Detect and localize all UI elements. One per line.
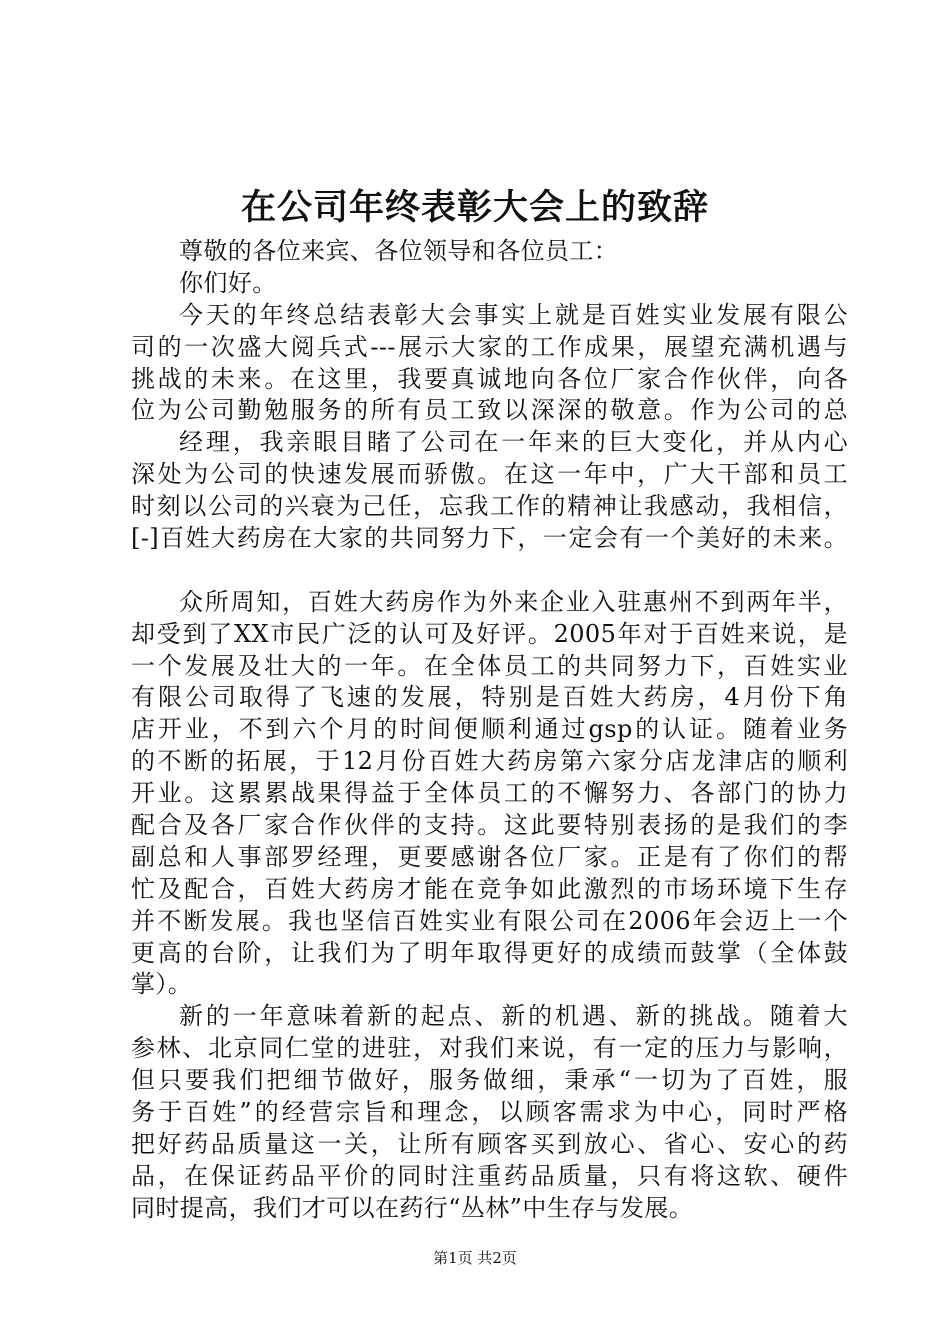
paragraph-line: 挑战的未来。在这里，我要真诚地向各位厂家合作伙伴，向各 <box>131 364 848 393</box>
paragraph-gap <box>131 555 848 587</box>
paragraph-line: 品，在保证药品平价的同时注重药品质量，只有将这软、硬件 <box>131 1161 848 1190</box>
paragraph-line: 你们好。 <box>179 268 277 297</box>
paragraph-line: 众所周知，百姓大药房作为外来企业入驻惠州不到两年半， <box>179 587 848 616</box>
document-title: 在公司年终表彰大会上的致辞 <box>240 187 709 228</box>
paragraph-line: 副总和人事部罗经理，更要感谢各位厂家。正是有了你们的帮 <box>131 842 848 871</box>
paragraph-line: 今天的年终总结表彰大会事实上就是百姓实业发展有限公 <box>179 300 848 329</box>
paragraph-line: 的不断的拓展，于12月份百姓大药房第六家分店龙津店的顺利 <box>131 747 848 776</box>
paragraph-line: 配合及各厂家合作伙伴的支持。这此要特别表扬的是我们的李 <box>131 811 848 840</box>
paragraph-line: 把好药品质量这一关，让所有顾客买到放心、省心、安心的药 <box>131 1129 848 1158</box>
paragraph-line: 务于百姓”的经营宗旨和理念，以顾客需求为中心，同时严格 <box>131 1098 848 1127</box>
paragraph-line: 并不断发展。我也坚信百姓实业有限公司在2006年会迈上一个 <box>131 906 848 935</box>
paragraph-line: 掌）。 <box>131 970 193 999</box>
paragraph-line: 经理，我亲眼目睹了公司在一年来的巨大变化，并从内心 <box>179 428 848 457</box>
document-body <box>131 236 848 1225</box>
paragraph-line: [-]百姓大药房在大家的共同努力下，一定会有一个美好的未来。 <box>131 524 848 553</box>
paragraph-line: 店开业，不到六个月的时间便顺利通过gsp的认证。随着业务 <box>131 715 848 744</box>
paragraph-line: 却受到了XX市民广泛的认可及好评。2005年对于百姓来说，是 <box>131 619 848 648</box>
paragraph-line: 一个发展及壮大的一年。在全体员工的共同努力下，百姓实业 <box>131 651 848 680</box>
paragraph-line: 有限公司取得了飞速的发展，特别是百姓大药房，4月份下角 <box>131 683 848 712</box>
page-footer: 第1页 共2页 <box>433 1249 517 1267</box>
paragraph-line: 新的一年意味着新的起点、新的机遇、新的挑战。随着大 <box>179 1002 848 1031</box>
paragraph-line: 参林、北京同仁堂的进驻，对我们来说，有一定的压力与影响， <box>131 1034 848 1063</box>
paragraph-line: 但只要我们把细节做好，服务做细，秉承“一切为了百姓，服 <box>131 1066 848 1095</box>
paragraph-line: 同时提高，我们才可以在药行“丛林”中生存与发展。 <box>131 1193 694 1222</box>
paragraph-line: 开业。这累累战果得益于全体员工的不懈努力、各部门的协力 <box>131 779 848 808</box>
paragraph-line: 尊敬的各位来宾、各位领导和各位员工： <box>179 237 619 265</box>
paragraph-line: 时刻以公司的兴衰为己任，忘我工作的精神让我感动，我相信， <box>131 492 848 521</box>
paragraph-line: 位为公司勤勉服务的所有员工致以深深的敬意。作为公司的总 <box>131 396 848 425</box>
paragraph-line: 更高的台阶，让我们为了明年取得更好的成绩而鼓掌（全体鼓 <box>131 938 848 967</box>
paragraph-line: 忙及配合，百姓大药房才能在竞争如此激烈的市场环境下生存 <box>131 874 848 903</box>
paragraph-line: 深处为公司的快速发展而骄傲。在这一年中，广大干部和员工 <box>131 460 848 489</box>
paragraph-line: 司的一次盛大阅兵式---展示大家的工作成果，展望充满机遇与 <box>131 332 848 361</box>
